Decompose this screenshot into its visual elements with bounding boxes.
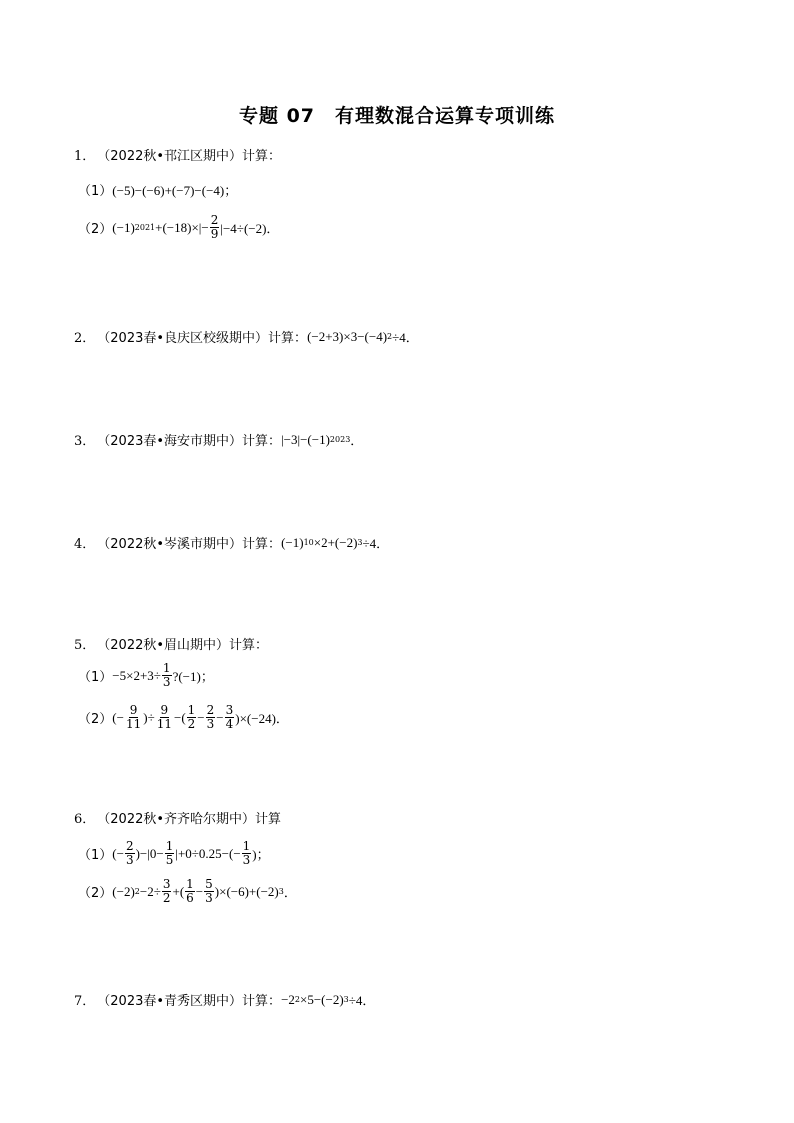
problem-intro: 计算 — [255, 812, 282, 827]
numerator: 3 — [162, 877, 171, 891]
expression-part: +( — [172, 883, 185, 899]
problem-number: 3． — [74, 434, 96, 449]
denominator: 3 — [125, 853, 134, 867]
part-label: （2） — [78, 222, 113, 237]
numerator: 9 — [160, 703, 169, 717]
problem-intro: 计算： — [242, 994, 282, 1009]
denominator: 3 — [242, 853, 251, 867]
expression-part: |−4÷(−2)． — [220, 221, 280, 236]
fraction — [185, 878, 195, 905]
numerator: 2 — [206, 703, 215, 717]
expression-part: − — [197, 709, 205, 725]
part-label: （1） — [78, 848, 113, 863]
expression-part: −2 — [281, 991, 295, 1007]
problem-source: （2022秋•眉山期中） — [97, 638, 230, 653]
expression-part: ． — [283, 885, 297, 900]
problem-source: （2022秋•邗江区期中） — [97, 149, 243, 164]
fraction — [162, 662, 172, 689]
expression-part: )×(−6)+(−2) — [214, 883, 279, 899]
numerator: 1 — [162, 661, 171, 675]
fraction — [210, 214, 220, 241]
problem-intro: 计算： — [242, 149, 282, 164]
problem-source: （2022秋•齐齐哈尔期中） — [97, 812, 256, 827]
expression-part: ÷4． — [348, 993, 376, 1008]
expression-part: −5×2+3÷ — [112, 667, 161, 683]
expression-part: ?(−1)； — [172, 669, 214, 684]
problem-6-header — [74, 808, 281, 827]
denominator: 2 — [162, 891, 171, 905]
page-title: 专题 07 有理数混合运算专项训练 — [238, 105, 556, 127]
fraction — [125, 704, 142, 731]
problem-intro: 计算： — [242, 434, 282, 449]
fraction — [162, 878, 172, 905]
numerator: 5 — [205, 877, 213, 891]
problem-number: 7． — [74, 994, 96, 1009]
problem-source: （2023春•海安市期中） — [97, 434, 243, 449]
problem-5-header — [74, 634, 268, 653]
problem-intro: 计算： — [229, 638, 269, 653]
expression-part: (− — [112, 709, 124, 725]
part-label: （1） — [78, 184, 113, 199]
denominator: 3 — [205, 891, 213, 905]
problem-6-part-2: （2） (−2) 2 −2÷ $\frac{3}{2}$ +( $\frac{1}{6}$ − $\frac{5}{3}$ )×(−6)+(−2) 3 ． — [78, 877, 297, 905]
problem-7: 7． （2023春•青秀区期中） 计算： −2 2 ×5−(−2) 3 ÷4． — [74, 991, 376, 1009]
denominator: 3 — [162, 675, 171, 689]
problem-2: 2． （2023春•良庆区校级期中） 计算： (−2+3)×3−(−4) 2 ÷4． — [74, 328, 419, 346]
numerator: 2 — [210, 213, 219, 227]
problem-5-part-2 — [78, 704, 289, 731]
denominator: 11 — [125, 717, 142, 731]
problem-number: 1． — [74, 149, 96, 164]
expression-part: −2÷ — [139, 883, 161, 899]
expression-part: (− — [112, 845, 124, 861]
denominator: 11 — [156, 717, 172, 731]
problem-4: 4． （2022秋•岑溪市期中） 计算： (−1) 10 ×2+(−2) 3 ÷4． — [74, 534, 390, 552]
expression-part: (−1) — [281, 534, 304, 550]
problem-1-header — [74, 145, 281, 164]
expression-part: )； — [252, 847, 270, 862]
problem-1-part-2: （2） (−1) 2021 +(−18)×|− $\frac{2}{9}$ |−4÷(−2)． — [78, 213, 280, 241]
expression: (−5)−(−6)+(−7)−(−4)； — [112, 183, 238, 198]
denominator: 2 — [187, 717, 196, 731]
expression-part: |+0÷0.25−(− — [175, 845, 241, 861]
expression-part: )×(−24)． — [235, 711, 289, 726]
expression-part: ． — [350, 433, 364, 448]
expression-part: (−1) — [112, 219, 135, 235]
problem-intro: 计算： — [268, 331, 308, 346]
denominator: 6 — [186, 891, 194, 905]
expression-part: − — [216, 709, 224, 725]
problem-intro: 计算： — [242, 537, 282, 552]
problem-1-part-1 — [78, 180, 237, 199]
expression-part: |−3|−(−1) — [281, 431, 330, 447]
expression-part: (−2+3)×3−(−4) — [307, 328, 388, 344]
expression-part: ×2+(−2) — [313, 534, 358, 550]
numerator: 1 — [165, 839, 174, 853]
numerator: 2 — [125, 839, 134, 853]
problem-source: （2023春•青秀区期中） — [97, 994, 243, 1009]
numerator: 1 — [242, 839, 251, 853]
problem-3: 3． （2023春•海安市期中） 计算： |−3|−(−1) 2023 ． — [74, 431, 364, 449]
problem-source: （2023春•良庆区校级期中） — [97, 331, 269, 346]
fraction — [156, 704, 173, 731]
problem-number: 5． — [74, 638, 96, 653]
denominator: 5 — [165, 853, 174, 867]
fraction — [125, 840, 135, 867]
expression-part: ÷4． — [362, 536, 390, 551]
denominator: 3 — [206, 717, 215, 731]
numerator: 3 — [225, 703, 234, 717]
denominator: 9 — [210, 227, 219, 241]
part-label: （2） — [78, 886, 113, 901]
expression-part: (−2) — [112, 883, 135, 899]
expression-part: − — [195, 883, 204, 899]
expression-part: )÷ — [143, 709, 155, 725]
expression-part: ×5−(−2) — [300, 991, 344, 1007]
part-label: （2） — [78, 712, 113, 727]
problem-6-part-1 — [78, 840, 270, 867]
numerator: 1 — [186, 877, 194, 891]
problem-number: 4． — [74, 537, 96, 552]
problem-number: 2． — [74, 331, 96, 346]
expression-part: )−|0− — [135, 845, 164, 861]
fraction — [187, 704, 197, 731]
fraction — [165, 840, 175, 867]
fraction — [206, 704, 216, 731]
denominator: 4 — [225, 717, 234, 731]
expression-part: ÷4． — [392, 330, 419, 345]
numerator: 1 — [187, 703, 196, 717]
part-label: （1） — [78, 670, 113, 685]
fraction — [242, 840, 252, 867]
expression-part: −( — [173, 709, 186, 725]
fraction — [225, 704, 235, 731]
problem-source: （2022秋•岑溪市期中） — [97, 537, 243, 552]
expression-part: +(−18)×|− — [155, 219, 209, 235]
fraction — [204, 878, 214, 905]
problem-number: 6． — [74, 812, 96, 827]
problem-5-part-1 — [78, 662, 214, 689]
numerator: 9 — [129, 703, 138, 717]
